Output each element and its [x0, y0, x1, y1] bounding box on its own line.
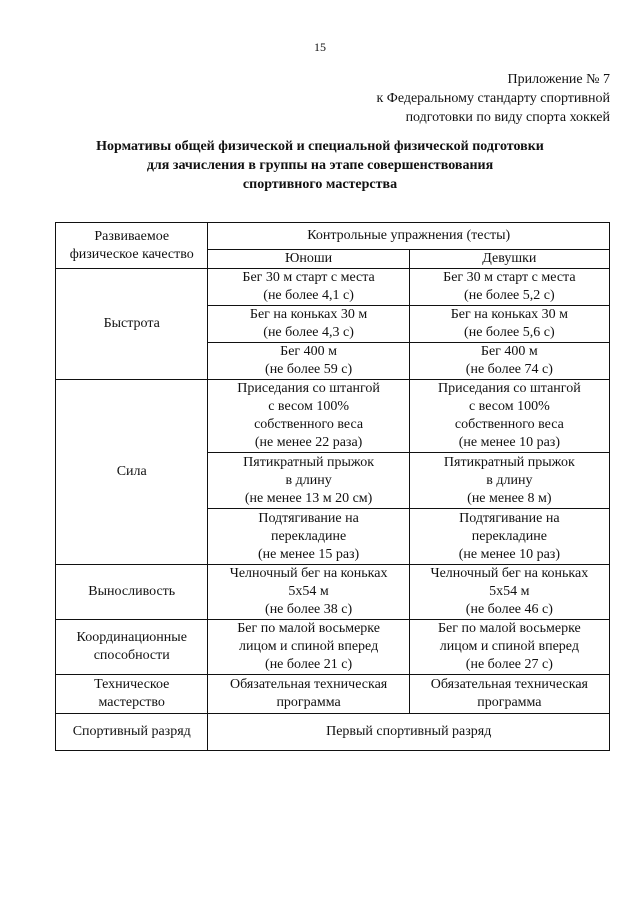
girls-cell [409, 269, 609, 306]
girls-cell [409, 565, 609, 620]
header-quality-line: Развиваемое [94, 228, 170, 244]
cell-line: Бег на коньках 30 м [450, 307, 569, 322]
header-tests-cell: Контрольные упражнения (тесты) [208, 223, 610, 250]
cell-line: перекладине [471, 528, 547, 544]
cell-line: Подтягивание на [459, 510, 560, 526]
cell-line: в длину [486, 472, 533, 488]
cell-line: Техническое [94, 677, 170, 692]
cell-line: Челночный бег на коньках [229, 566, 388, 581]
header-quality-cell [56, 223, 208, 269]
page-number: 15 [314, 40, 326, 54]
cell-line: Бег 400 м [480, 344, 538, 359]
cell-line: (не более 21 с) [265, 657, 353, 672]
cell-line: (не менее 13 м 20 см) [244, 490, 373, 506]
title-line: Нормативы общей физической и специальной физической подготовки [96, 139, 544, 154]
table-row [56, 269, 610, 306]
header-girls-cell: Девушки [409, 250, 609, 269]
title-line: спортивного мастерства [242, 177, 398, 192]
cell-line: Бег по малой восьмерке [237, 621, 380, 636]
cell-line: с весом 100% [268, 399, 349, 414]
cell-line: Бег на коньках 30 м [249, 307, 368, 322]
cell-line: Бег по малой восьмерке [437, 621, 581, 636]
quality-cell-speed: Быстрота [56, 269, 208, 380]
cell-line: (не менее 15 раз) [257, 546, 360, 562]
document-title [0, 137, 640, 194]
cell-line: (не более 4,3 с) [263, 325, 354, 340]
cell-line: 5х54 м [288, 584, 329, 599]
header-boys-cell: Юноши [208, 250, 409, 269]
quality-cell-coordination [56, 620, 208, 675]
boys-cell [208, 620, 409, 675]
norms-table [55, 222, 610, 751]
header-row [56, 223, 610, 250]
quality-cell-rank: Спортивный разряд [56, 714, 208, 751]
cell-line: (не менее 10 раз) [458, 546, 560, 562]
cell-line: (не менее 8 м) [467, 490, 552, 506]
boys-cell [208, 509, 409, 565]
cell-line: (не более 46 с) [465, 602, 553, 617]
girls-cell [409, 620, 609, 675]
appendix-line: подготовки по виду спорта хоккей [405, 110, 610, 125]
girls-cell [409, 453, 609, 509]
cell-line: Челночный бег на коньках [430, 566, 589, 581]
girls-cell [409, 380, 609, 453]
cell-line: перекладине [270, 528, 347, 544]
table-row [56, 620, 610, 675]
table-row [56, 675, 610, 714]
table-row [56, 714, 610, 751]
cell-line: собственного веса [254, 417, 364, 432]
header-quality-line: физическое качество [69, 246, 194, 262]
cell-line: Бег 30 м старт с места [443, 270, 576, 285]
cell-line: (не менее 22 раза) [254, 435, 363, 450]
title-line: для зачисления в группы на этапе совершенствования [146, 158, 494, 173]
cell-line: Пятикратный прыжок [243, 454, 375, 470]
cell-line: (не более 4,1 с) [263, 288, 354, 303]
cell-line: собственного веса [454, 417, 564, 432]
table-row [56, 380, 610, 453]
cell-line: (не более 5,6 с) [464, 325, 555, 340]
cell-line: Обязательная техническая [229, 677, 388, 692]
quality-cell-endurance: Выносливость [56, 565, 208, 620]
cell-line: Приседания со штангой [237, 381, 380, 396]
cell-line: Бег 30 м старт с места [242, 270, 375, 285]
cell-line: с весом 100% [468, 399, 550, 414]
boys-cell [208, 380, 409, 453]
table-row [56, 565, 610, 620]
cell-line: (не более 74 с) [465, 362, 553, 377]
cell-line: 5х54 м [489, 584, 530, 599]
quality-cell-strength: Сила [56, 380, 208, 565]
cell-line: Подтягивание на [258, 510, 359, 526]
rank-value-cell: Первый спортивный разряд [208, 714, 610, 751]
cell-line: мастерство [98, 695, 165, 710]
cell-line: лицом и спиной вперед [238, 639, 379, 654]
girls-cell [409, 509, 609, 565]
appendix-line: Приложение № 7 [507, 72, 610, 87]
appendix-header [376, 70, 610, 127]
cell-line: программа [477, 695, 542, 710]
cell-line: Обязательная техническая [430, 677, 588, 692]
girls-cell [409, 343, 609, 380]
boys-cell [208, 453, 409, 509]
cell-line: Приседания со штангой [438, 381, 581, 396]
boys-cell [208, 675, 409, 714]
cell-line: лицом и спиной вперед [439, 639, 579, 654]
cell-line: (не более 38 с) [265, 602, 353, 617]
quality-cell-technique [56, 675, 208, 714]
cell-line: Пятикратный прыжок [443, 454, 575, 470]
cell-line: способности [93, 648, 170, 663]
boys-cell [208, 565, 409, 620]
cell-line: Координационные [76, 630, 187, 645]
cell-line: программа [276, 695, 341, 710]
cell-line: (не более 5,2 с) [464, 288, 555, 303]
cell-line: (не более 27 с) [465, 657, 553, 672]
boys-cell [208, 343, 409, 380]
appendix-line: к Федеральному стандарту спортивной [376, 91, 610, 106]
cell-line: (не менее 10 раз) [458, 435, 560, 450]
girls-cell [409, 675, 609, 714]
cell-line: в длину [285, 472, 332, 488]
girls-cell [409, 306, 609, 343]
boys-cell [208, 269, 409, 306]
boys-cell [208, 306, 409, 343]
cell-line: (не более 59 с) [265, 362, 353, 377]
cell-line: Бег 400 м [280, 344, 338, 359]
